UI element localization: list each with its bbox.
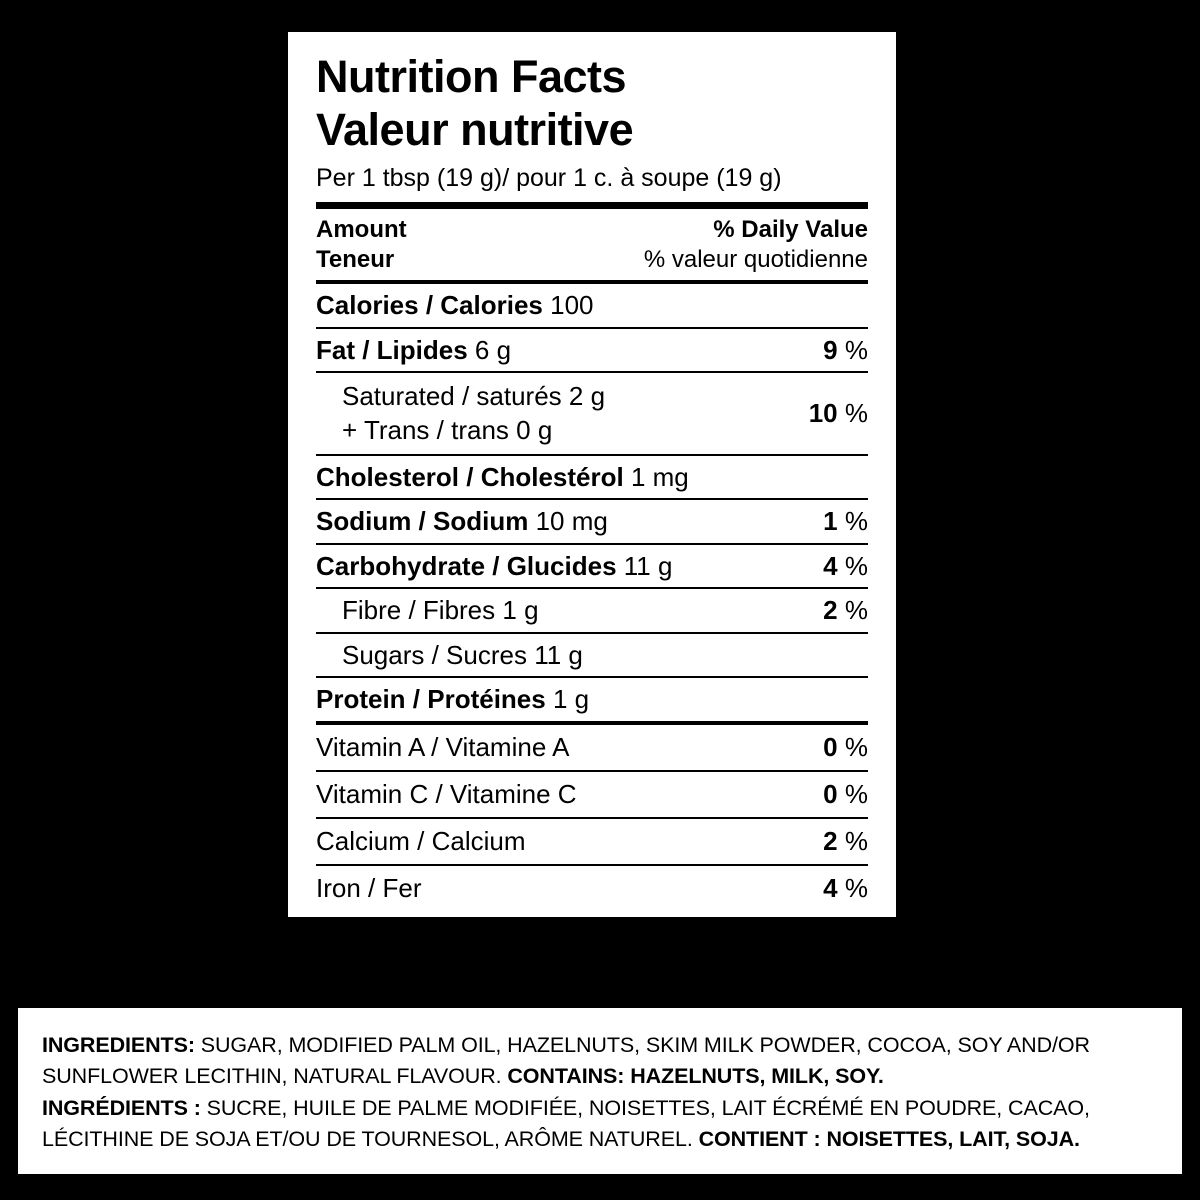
nutrition-facts-panel bbox=[288, 32, 896, 917]
row-vitamin-a bbox=[316, 725, 868, 770]
sodium-dv-value: 1 bbox=[823, 506, 838, 537]
daily-value-label-fr: % valeur quotidienne bbox=[643, 246, 868, 274]
nutrition-facts-title-fr: Valeur nutritive bbox=[316, 104, 634, 156]
calcium-dv-percent-sign: % bbox=[844, 825, 868, 856]
carbohydrate-label: Carbohydrate / Glucides bbox=[316, 550, 617, 581]
sodium-label: Sodium / Sodium bbox=[316, 506, 529, 537]
ingredients-english-body: SUGAR, MODIFIED PALM OIL, HAZELNUTS, SKIM MILK POWDER, COCOA, SOY AND/OR SUNFLOWER LECITHIN, NATURAL FLAVOUR. bbox=[42, 1033, 1090, 1088]
sugars-label: Sugars / Sucres bbox=[342, 639, 527, 670]
ingredients-french bbox=[42, 1093, 1158, 1154]
sugars-value: 11 g bbox=[534, 639, 583, 670]
carbohydrate-dv-value: 4 bbox=[823, 550, 838, 581]
row-vitamin-c bbox=[316, 772, 868, 817]
ingredients-french-body: SUCRE, HUILE DE PALME MODIFIÉE, NOISETTES, LAIT ÉCRÉMÉ EN POUDRE, CACAO, LÉCITHINE DE SOJA ET/OU DE TOURNESOL, ARÔME NATUREL. bbox=[42, 1096, 1090, 1151]
row-fibre bbox=[316, 589, 868, 632]
fibre-dv-percent-sign: % bbox=[844, 595, 868, 626]
row-carbohydrate bbox=[316, 545, 868, 588]
row-calories bbox=[316, 284, 868, 327]
ingredients-panel bbox=[18, 1008, 1182, 1174]
calcium-label: Calcium / Calcium bbox=[316, 825, 526, 856]
vitamin-c-dv-value: 0 bbox=[823, 778, 838, 809]
sodium-value: 10 mg bbox=[535, 506, 608, 537]
protein-label: Protein / Protéines bbox=[316, 684, 546, 715]
ingredients-french-heading: INGRÉDIENTS : bbox=[42, 1096, 201, 1121]
saturated-label: Saturated / saturés 2 g bbox=[342, 381, 606, 412]
row-calcium bbox=[316, 819, 868, 864]
ingredients-english-heading: INGREDIENTS: bbox=[42, 1033, 195, 1057]
ingredients-english-contains: CONTAINS: HAZELNUTS, MILK, SOY. bbox=[507, 1063, 884, 1088]
saturated-dv-percent-sign: % bbox=[844, 397, 868, 428]
ingredients-french-contains: CONTIENT : NOISETTES, LAIT, SOJA. bbox=[698, 1126, 1080, 1151]
cholesterol-label: Cholesterol / Cholestérol bbox=[316, 461, 624, 492]
row-iron bbox=[316, 866, 868, 911]
saturated-dv-value: 10 bbox=[808, 397, 838, 428]
fat-dv-value: 9 bbox=[823, 334, 838, 365]
calories-label: Calories / Calories bbox=[316, 290, 543, 321]
amount-label-fr: Teneur bbox=[316, 246, 395, 274]
vitamin-a-dv-value: 0 bbox=[823, 731, 838, 762]
serving-size: Per 1 tbsp (19 g)/ pour 1 c. à soupe (19 g) bbox=[316, 164, 782, 193]
nutrition-facts-title-en: Nutrition Facts bbox=[316, 51, 627, 102]
calcium-dv-value: 2 bbox=[823, 825, 838, 856]
cholesterol-value: 1 mg bbox=[630, 461, 689, 492]
sodium-dv-percent-sign: % bbox=[844, 506, 868, 537]
carbohydrate-dv-percent-sign: % bbox=[844, 550, 868, 581]
amount-daily-value-header bbox=[316, 209, 868, 280]
iron-label: Iron / Fer bbox=[316, 872, 422, 903]
iron-dv-value: 4 bbox=[823, 872, 838, 903]
vitamin-c-label: Vitamin C / Vitamine C bbox=[316, 778, 577, 809]
vitamin-c-dv-percent-sign: % bbox=[844, 778, 868, 809]
iron-dv-percent-sign: % bbox=[844, 872, 868, 903]
amount-label-en: Amount bbox=[316, 215, 407, 243]
calories-value: 100 bbox=[550, 290, 594, 321]
ingredients-english bbox=[42, 1030, 1158, 1091]
row-sodium bbox=[316, 500, 868, 543]
row-fat bbox=[316, 329, 868, 372]
fibre-dv-value: 2 bbox=[823, 595, 838, 626]
fibre-label: Fibre / Fibres bbox=[342, 595, 496, 626]
row-sugars bbox=[316, 634, 868, 677]
vitamin-a-dv-percent-sign: % bbox=[844, 731, 868, 762]
row-protein bbox=[316, 678, 868, 721]
row-saturated-trans bbox=[316, 373, 868, 454]
trans-label: + Trans / trans 0 g bbox=[342, 415, 553, 446]
fibre-value: 1 g bbox=[502, 595, 539, 626]
fat-dv-percent-sign: % bbox=[844, 334, 868, 365]
vitamin-a-label: Vitamin A / Vitamine A bbox=[316, 731, 570, 762]
fat-label: Fat / Lipides bbox=[316, 334, 468, 365]
daily-value-label-en: % Daily Value bbox=[713, 215, 868, 243]
divider-thick-top bbox=[316, 202, 868, 209]
row-cholesterol bbox=[316, 456, 868, 499]
protein-value: 1 g bbox=[552, 684, 590, 715]
fat-value: 6 g bbox=[474, 334, 512, 365]
carbohydrate-value: 11 g bbox=[623, 550, 673, 581]
